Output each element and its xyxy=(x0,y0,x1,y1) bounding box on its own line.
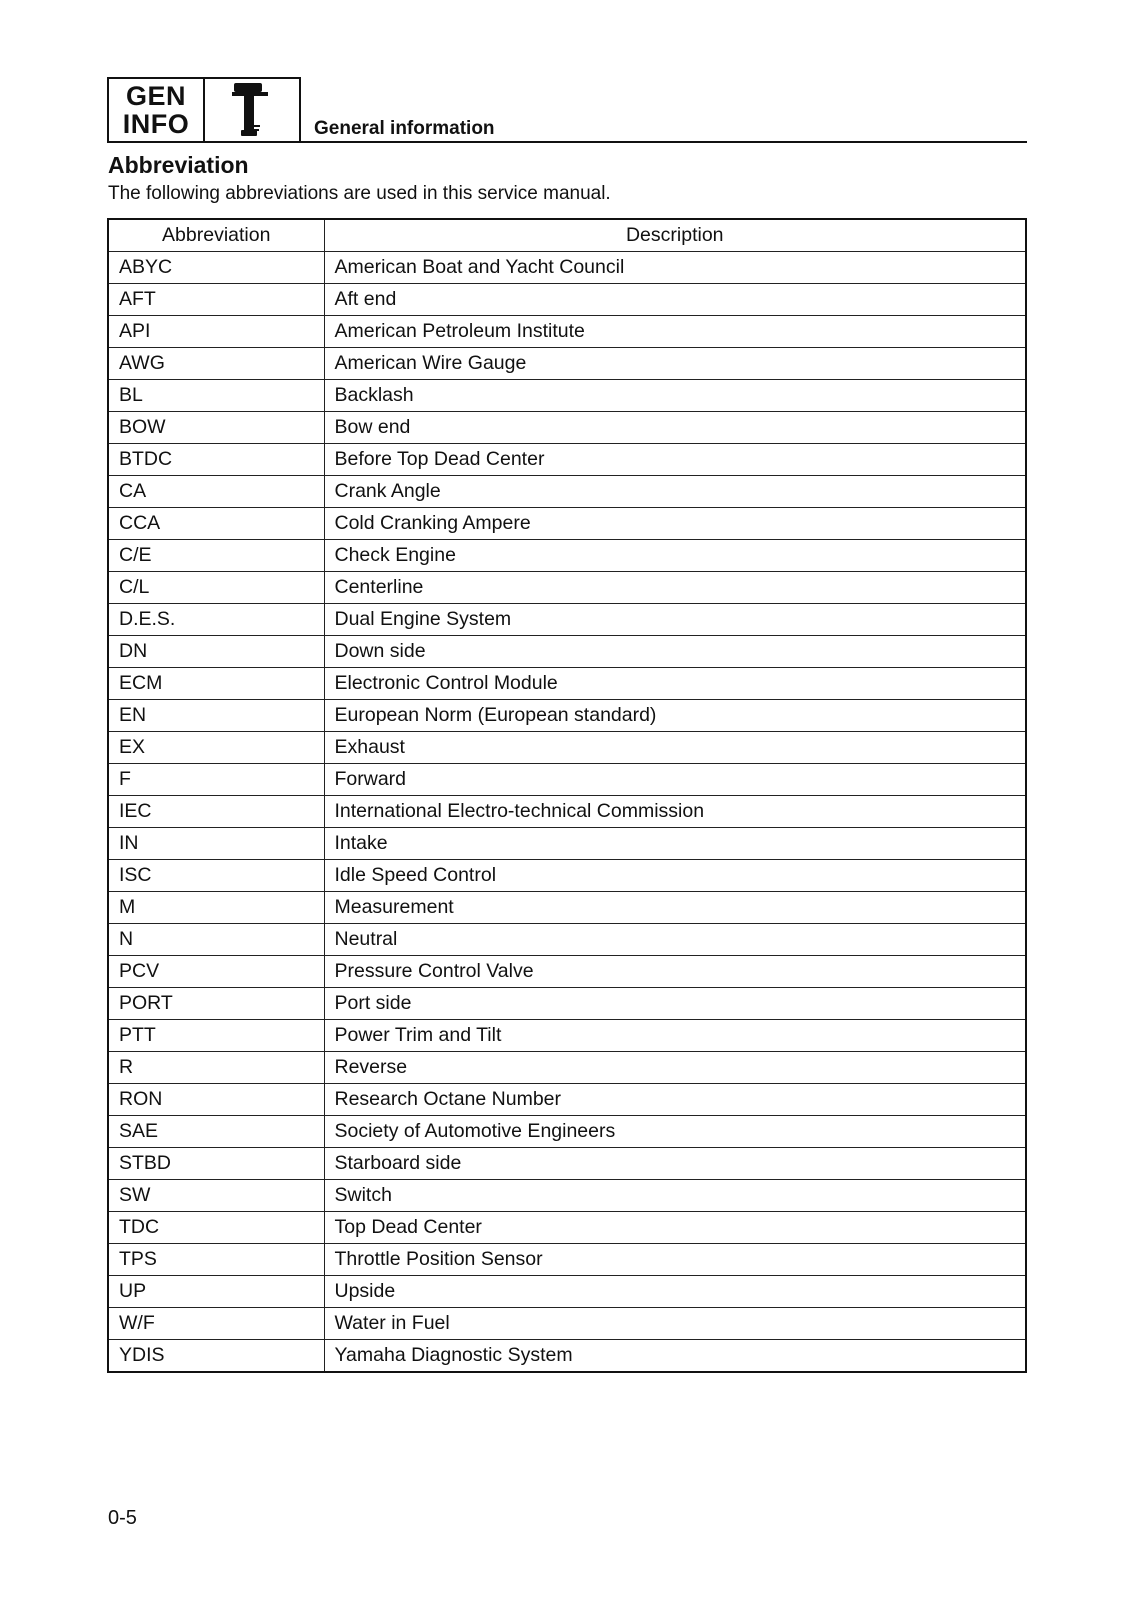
abbreviation-cell: IN xyxy=(108,828,324,860)
abbreviation-cell: SW xyxy=(108,1180,324,1212)
badge-line-2: INFO xyxy=(122,109,190,139)
table-row xyxy=(108,572,1026,604)
description-cell: Down side xyxy=(324,636,1026,668)
table-row xyxy=(108,508,1026,540)
table-row xyxy=(108,1020,1026,1052)
abbreviation-cell: BTDC xyxy=(108,444,324,476)
abbreviation-cell: AWG xyxy=(108,348,324,380)
abbreviation-cell: API xyxy=(108,316,324,348)
description-cell: Backlash xyxy=(324,380,1026,412)
description-cell: American Wire Gauge xyxy=(324,348,1026,380)
chapter-title: General information xyxy=(314,118,495,139)
description-cell: Throttle Position Sensor xyxy=(324,1244,1026,1276)
description-cell: Power Trim and Tilt xyxy=(324,1020,1026,1052)
table-row xyxy=(108,1052,1026,1084)
description-cell: Idle Speed Control xyxy=(324,860,1026,892)
table-row xyxy=(108,1212,1026,1244)
description-cell: Switch xyxy=(324,1180,1026,1212)
abbreviation-cell: BL xyxy=(108,380,324,412)
abbreviation-cell: ISC xyxy=(108,860,324,892)
table-row xyxy=(108,636,1026,668)
abbreviation-cell: SAE xyxy=(108,1116,324,1148)
description-cell: International Electro-technical Commission xyxy=(324,796,1026,828)
outboard-motor-icon xyxy=(203,77,301,143)
abbreviation-cell: W/F xyxy=(108,1308,324,1340)
abbreviation-cell: ECM xyxy=(108,668,324,700)
description-cell: Dual Engine System xyxy=(324,604,1026,636)
abbreviation-cell: YDIS xyxy=(108,1340,324,1373)
abbreviation-cell: UP xyxy=(108,1276,324,1308)
header-rule xyxy=(107,141,1027,143)
description-cell: Society of Automotive Engineers xyxy=(324,1116,1026,1148)
abbreviation-table xyxy=(107,218,1027,1373)
abbreviation-cell: BOW xyxy=(108,412,324,444)
section-title: Abbreviation xyxy=(108,152,249,178)
description-cell: Electronic Control Module xyxy=(324,668,1026,700)
description-cell: Bow end xyxy=(324,412,1026,444)
table-row xyxy=(108,1180,1026,1212)
abbreviation-cell: IEC xyxy=(108,796,324,828)
description-cell: Water in Fuel xyxy=(324,1308,1026,1340)
description-cell: Port side xyxy=(324,988,1026,1020)
table-row xyxy=(108,348,1026,380)
description-cell: Pressure Control Valve xyxy=(324,956,1026,988)
abbreviation-cell: EX xyxy=(108,732,324,764)
table-row xyxy=(108,988,1026,1020)
description-cell: Exhaust xyxy=(324,732,1026,764)
description-cell: Cold Cranking Ampere xyxy=(324,508,1026,540)
table-row xyxy=(108,860,1026,892)
description-cell: Top Dead Center xyxy=(324,1212,1026,1244)
description-cell: American Petroleum Institute xyxy=(324,316,1026,348)
description-cell: Before Top Dead Center xyxy=(324,444,1026,476)
table-row xyxy=(108,1244,1026,1276)
gen-info-badge xyxy=(107,77,203,143)
column-header-abbreviation: Abbreviation xyxy=(108,219,324,252)
table-row xyxy=(108,252,1026,284)
abbreviation-cell: TPS xyxy=(108,1244,324,1276)
description-cell: Upside xyxy=(324,1276,1026,1308)
table-row xyxy=(108,828,1026,860)
table-row xyxy=(108,316,1026,348)
table-row xyxy=(108,604,1026,636)
table-row xyxy=(108,540,1026,572)
table-row xyxy=(108,700,1026,732)
table-row xyxy=(108,668,1026,700)
description-cell: Starboard side xyxy=(324,1148,1026,1180)
abbreviation-cell: EN xyxy=(108,700,324,732)
table-row xyxy=(108,412,1026,444)
abbreviation-cell: C/E xyxy=(108,540,324,572)
abbreviation-cell: RON xyxy=(108,1084,324,1116)
description-cell: Forward xyxy=(324,764,1026,796)
abbreviation-cell: PTT xyxy=(108,1020,324,1052)
abbreviation-cell: F xyxy=(108,764,324,796)
badge-line-1: GEN xyxy=(125,81,186,111)
table-row xyxy=(108,892,1026,924)
table-body xyxy=(108,252,1026,1373)
abbreviation-cell: PCV xyxy=(108,956,324,988)
abbreviation-cell: CA xyxy=(108,476,324,508)
table-row xyxy=(108,1340,1026,1373)
description-cell: Yamaha Diagnostic System xyxy=(324,1340,1026,1373)
abbreviation-cell: M xyxy=(108,892,324,924)
abbreviation-cell: ABYC xyxy=(108,252,324,284)
abbreviation-cell: PORT xyxy=(108,988,324,1020)
table-row xyxy=(108,924,1026,956)
intro-text: The following abbreviations are used in this service manual. xyxy=(108,183,611,204)
description-cell: American Boat and Yacht Council xyxy=(324,252,1026,284)
abbreviation-cell: DN xyxy=(108,636,324,668)
table-row xyxy=(108,476,1026,508)
description-cell: European Norm (European standard) xyxy=(324,700,1026,732)
abbreviation-cell: AFT xyxy=(108,284,324,316)
abbreviation-cell: R xyxy=(108,1052,324,1084)
abbreviation-cell: D.E.S. xyxy=(108,604,324,636)
abbreviation-cell: C/L xyxy=(108,572,324,604)
description-cell: Aft end xyxy=(324,284,1026,316)
table-row xyxy=(108,444,1026,476)
description-cell: Reverse xyxy=(324,1052,1026,1084)
description-cell: Check Engine xyxy=(324,540,1026,572)
table-row xyxy=(108,1276,1026,1308)
description-cell: Crank Angle xyxy=(324,476,1026,508)
table-row xyxy=(108,956,1026,988)
table-header-row xyxy=(108,219,1026,252)
column-header-description: Description xyxy=(324,219,1026,252)
table-row xyxy=(108,1148,1026,1180)
description-cell: Centerline xyxy=(324,572,1026,604)
table-row xyxy=(108,732,1026,764)
page-header xyxy=(107,77,1027,147)
table-row xyxy=(108,380,1026,412)
description-cell: Measurement xyxy=(324,892,1026,924)
description-cell: Research Octane Number xyxy=(324,1084,1026,1116)
table-row xyxy=(108,764,1026,796)
abbreviation-cell: N xyxy=(108,924,324,956)
description-cell: Intake xyxy=(324,828,1026,860)
description-cell: Neutral xyxy=(324,924,1026,956)
table-row xyxy=(108,284,1026,316)
page-number: 0-5 xyxy=(108,1507,137,1529)
table-row xyxy=(108,1084,1026,1116)
table-row xyxy=(108,1308,1026,1340)
abbreviation-cell: TDC xyxy=(108,1212,324,1244)
abbreviation-cell: STBD xyxy=(108,1148,324,1180)
abbreviation-cell: CCA xyxy=(108,508,324,540)
table-row xyxy=(108,796,1026,828)
table-row xyxy=(108,1116,1026,1148)
